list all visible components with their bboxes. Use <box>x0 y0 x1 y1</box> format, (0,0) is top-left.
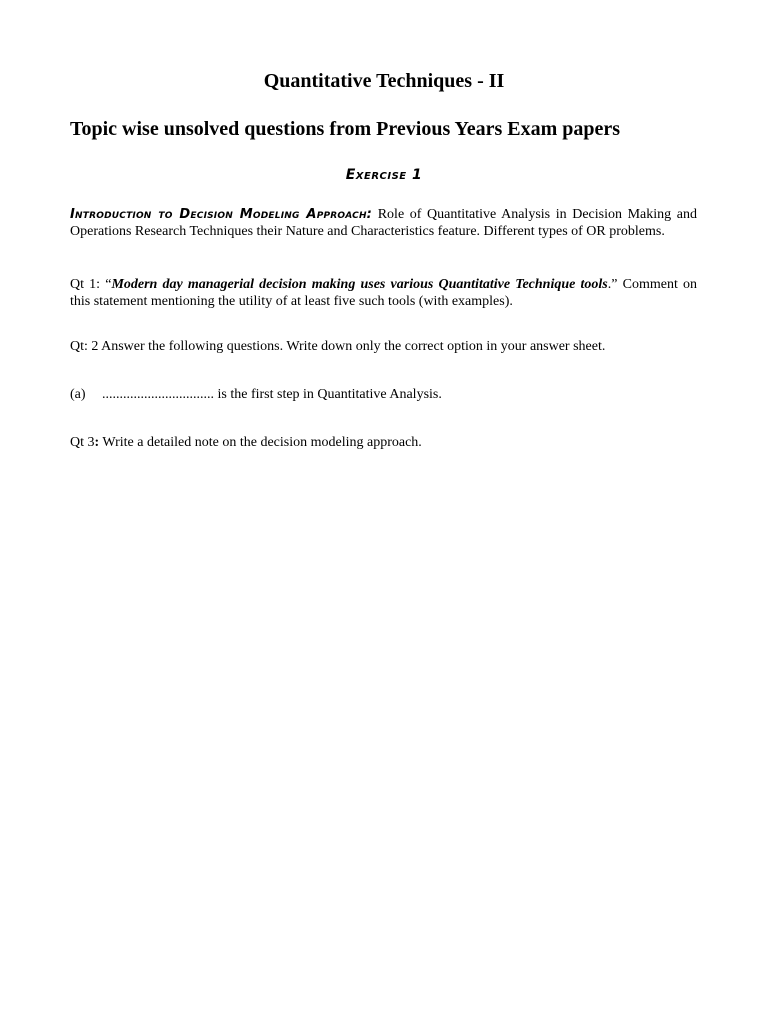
question-1 <box>70 276 697 310</box>
document-subtitle: Topic wise unsolved questions from Previous Years Exam papers <box>70 118 621 140</box>
question-3-text: Write a detailed note on the decision modeling approach. <box>99 435 422 450</box>
item-text: ................................ is the first step in Quantitative Analysis. <box>102 387 442 402</box>
question-3-colon: : <box>94 435 100 450</box>
question-2: Qt: 2 Answer the following questions. Write down only the correct option in your answer sheet. <box>70 339 606 354</box>
intro-text: Role of Quantitative Analysis in Decision Making and Operations Research Techniques their Nature and Characteristics feature. Different types of OR problems. <box>70 207 697 239</box>
intro-paragraph <box>70 206 697 240</box>
question-1-quote: Modern day managerial decision making uses various Quantitative Technique tools <box>111 277 608 292</box>
question-3-prefix: Qt 3 <box>70 435 95 450</box>
question-3 <box>70 434 697 451</box>
exercise-heading: Exercise 1 <box>345 167 423 183</box>
question-1-prefix: Qt 1: “ <box>70 277 112 292</box>
question-2-item-a <box>70 386 697 403</box>
question-1-text: .” Comment on this statement mentioning the utility of at least five such tools (with examples). <box>70 277 698 309</box>
document-title: Quantitative Techniques - II <box>263 70 505 92</box>
section-label: Introduction to Decision Modeling Approach: <box>70 207 373 222</box>
item-label: (a) <box>70 387 86 402</box>
